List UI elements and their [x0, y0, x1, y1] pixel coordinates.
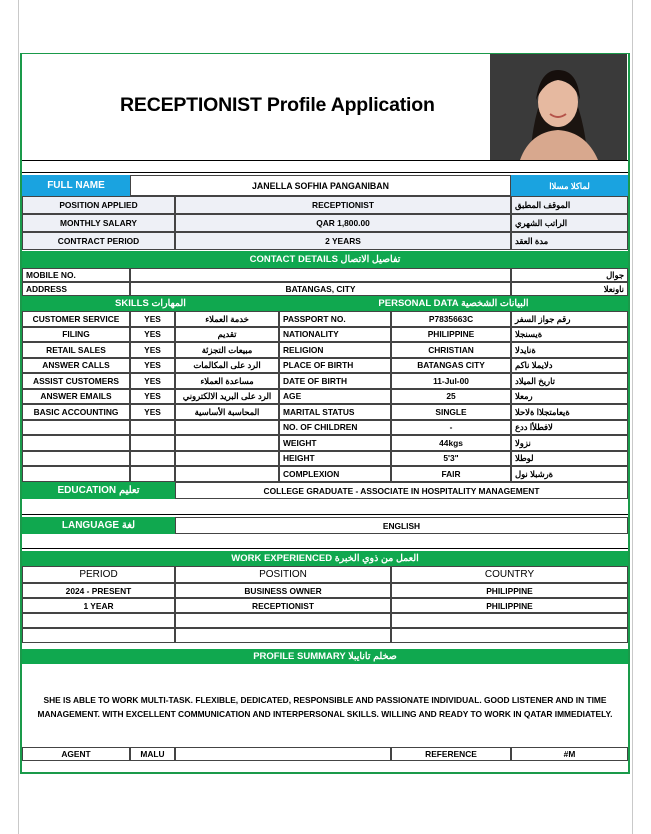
skill-name — [22, 420, 130, 436]
sheet-right-edge — [632, 0, 633, 834]
personal-label: HEIGHT — [279, 451, 391, 467]
personal-label: RELIGION — [279, 342, 391, 358]
work-col-position: POSITION — [175, 566, 391, 583]
skill-value: YES — [130, 342, 175, 358]
application-form — [20, 53, 630, 774]
personal-label: PASSPORT NO. — [279, 311, 391, 327]
personal-arabic: لوطلا — [511, 451, 628, 467]
work-country: PHILIPPINE — [391, 598, 628, 613]
skill-name — [22, 466, 130, 482]
personal-value: 5'3" — [391, 451, 511, 467]
skill-name: ANSWER EMAILS — [22, 389, 130, 405]
personal-value: 44kgs — [391, 435, 511, 451]
personal-label: AGE — [279, 389, 391, 405]
monthly-salary-value: QAR 1,800.00 — [175, 214, 511, 232]
skill-name: ASSIST CUSTOMERS — [22, 373, 130, 389]
work-position: RECEPTIONIST — [175, 598, 391, 613]
skill-value: YES — [130, 389, 175, 405]
full-name-value: JANELLA SOFHIA PANGANIBAN — [130, 175, 511, 196]
work-experience-header: WORK EXPERIENCED العمل من ذوي الخبرة — [22, 551, 628, 566]
profile-summary-header: PROFILE SUMMARY صخلم تانايبلا — [22, 649, 628, 664]
skill-value — [130, 451, 175, 467]
work-period: 2024 - PRESENT — [22, 583, 175, 598]
skill-arabic: الرد على المكالمات — [175, 358, 279, 374]
full-name-arabic: لماكلا مسلاا — [511, 175, 628, 196]
skill-name: ANSWER CALLS — [22, 358, 130, 374]
personal-arabic: نزولا — [511, 435, 628, 451]
skill-arabic — [175, 420, 279, 436]
skill-value: YES — [130, 327, 175, 343]
work-country: PHILIPPINE — [391, 583, 628, 598]
personal-value: - — [391, 420, 511, 436]
education-value: COLLEGE GRADUATE - ASSOCIATE IN HOSPITALITY MANAGEMENT — [175, 482, 628, 499]
personal-label: PLACE OF BIRTH — [279, 358, 391, 374]
personal-arabic: ةيعامتجلاا ةلاحلا — [511, 404, 628, 420]
contract-period-value: 2 YEARS — [175, 232, 511, 250]
monthly-salary-arabic: الراتب الشهري — [511, 214, 628, 232]
skill-arabic: المحاسبة الأساسية — [175, 404, 279, 420]
language-label: LANGUAGE لغة — [22, 517, 175, 534]
contact-details-header: CONTACT DETAILS تفاصيل الاتصال — [22, 251, 628, 268]
personal-value: SINGLE — [391, 404, 511, 420]
full-name-label: FULL NAME — [22, 175, 130, 196]
personal-arabic: لافطلأا ددع — [511, 420, 628, 436]
profile-summary-line-2: MANAGEMENT. WITH EXCELLENT COMMUNICATION AND INTERPERSONAL SKILLS. WILLING AND READY TO WORK IN QATAR IMMEDIATELY. — [37, 709, 613, 719]
skill-arabic: تقديم — [175, 327, 279, 343]
personal-arabic: رمعلا — [511, 389, 628, 405]
reference-value: #M — [511, 747, 628, 761]
work-position — [175, 628, 391, 643]
address-arabic: ناونعلا — [511, 282, 628, 296]
education-label: EDUCATION تعليم — [22, 482, 175, 499]
mobile-label: MOBILE NO. — [22, 268, 130, 282]
address-label: ADDRESS — [22, 282, 130, 296]
personal-label: NO. OF CHILDREN — [279, 420, 391, 436]
reference-label: REFERENCE — [391, 747, 511, 761]
work-col-country: COUNTRY — [391, 566, 628, 583]
personal-arabic: تاريخ الميلاد — [511, 373, 628, 389]
position-applied-arabic: الموقف المطبق — [511, 196, 628, 214]
skill-name — [22, 435, 130, 451]
personal-value: CHRISTIAN — [391, 342, 511, 358]
work-period — [22, 613, 175, 628]
work-position — [175, 613, 391, 628]
sheet-left-edge — [18, 0, 19, 834]
skill-name: BASIC ACCOUNTING — [22, 404, 130, 420]
personal-label: MARITAL STATUS — [279, 404, 391, 420]
skills-header: SKILLS المهارات — [22, 296, 279, 311]
personal-label: NATIONALITY — [279, 327, 391, 343]
personal-value: BATANGAS CITY — [391, 358, 511, 374]
divider — [22, 514, 628, 515]
personal-label: COMPLEXION — [279, 466, 391, 482]
work-country — [391, 613, 628, 628]
address-value: BATANGAS, CITY — [130, 282, 511, 296]
personal-value: FAIR — [391, 466, 511, 482]
skill-arabic — [175, 435, 279, 451]
personal-label: DATE OF BIRTH — [279, 373, 391, 389]
contract-period-arabic: مدة العقد — [511, 232, 628, 250]
skill-arabic — [175, 466, 279, 482]
divider — [22, 172, 628, 173]
skill-name: RETAIL SALES — [22, 342, 130, 358]
skill-arabic: مبيعات التجزئة — [175, 342, 279, 358]
personal-arabic: ةنايدلا — [511, 342, 628, 358]
skill-arabic — [175, 451, 279, 467]
page-title: RECEPTIONIST Profile Application — [120, 94, 435, 116]
mobile-value — [130, 268, 511, 282]
personal-arabic: رقم جواز السفر — [511, 311, 628, 327]
skill-arabic: خدمة العملاء — [175, 311, 279, 327]
skill-value — [130, 435, 175, 451]
skill-value: YES — [130, 404, 175, 420]
work-country — [391, 628, 628, 643]
skill-value: YES — [130, 373, 175, 389]
applicant-photo — [490, 54, 627, 160]
skill-name — [22, 451, 130, 467]
personal-arabic: ةيسنجلا — [511, 327, 628, 343]
personal-value: P7835663C — [391, 311, 511, 327]
personal-data-header: PERSONAL DATA البيانات الشخصية — [279, 296, 628, 311]
skill-value: YES — [130, 311, 175, 327]
work-period — [22, 628, 175, 643]
photo-image — [490, 54, 627, 160]
position-applied-value: RECEPTIONIST — [175, 196, 511, 214]
agent-value: MALU — [130, 747, 175, 761]
skill-value — [130, 466, 175, 482]
language-value: ENGLISH — [175, 517, 628, 534]
skill-name: CUSTOMER SERVICE — [22, 311, 130, 327]
work-period: 1 YEAR — [22, 598, 175, 613]
skill-name: FILING — [22, 327, 130, 343]
profile-summary-line-1: SHE IS ABLE TO WORK MULTI-TASK. FLEXIBLE, DEDICATED, RESPONSIBLE AND PASSIONATE INDIVIDUAL. GOOD LISTENER AND IN TIME — [43, 695, 607, 705]
footer-blank — [175, 747, 391, 761]
personal-label: WEIGHT — [279, 435, 391, 451]
personal-arabic: دلايملا ناكم — [511, 358, 628, 374]
skill-value: YES — [130, 358, 175, 374]
contract-period-label: CONTRACT PERIOD — [22, 232, 175, 250]
personal-value: 25 — [391, 389, 511, 405]
divider — [22, 160, 628, 161]
position-applied-label: POSITION APPLIED — [22, 196, 175, 214]
work-col-period: PERIOD — [22, 566, 175, 583]
mobile-arabic: جوال — [511, 268, 628, 282]
personal-arabic: ةرشبلا نول — [511, 466, 628, 482]
skill-arabic: مساعدة العملاء — [175, 373, 279, 389]
work-position: BUSINESS OWNER — [175, 583, 391, 598]
skill-arabic: الرد على البريد الالكتروني — [175, 389, 279, 405]
agent-label: AGENT — [22, 747, 130, 761]
personal-value: 11-Jul-00 — [391, 373, 511, 389]
monthly-salary-label: MONTHLY SALARY — [22, 214, 175, 232]
personal-value: PHILIPPINE — [391, 327, 511, 343]
divider — [22, 548, 628, 549]
skill-value — [130, 420, 175, 436]
